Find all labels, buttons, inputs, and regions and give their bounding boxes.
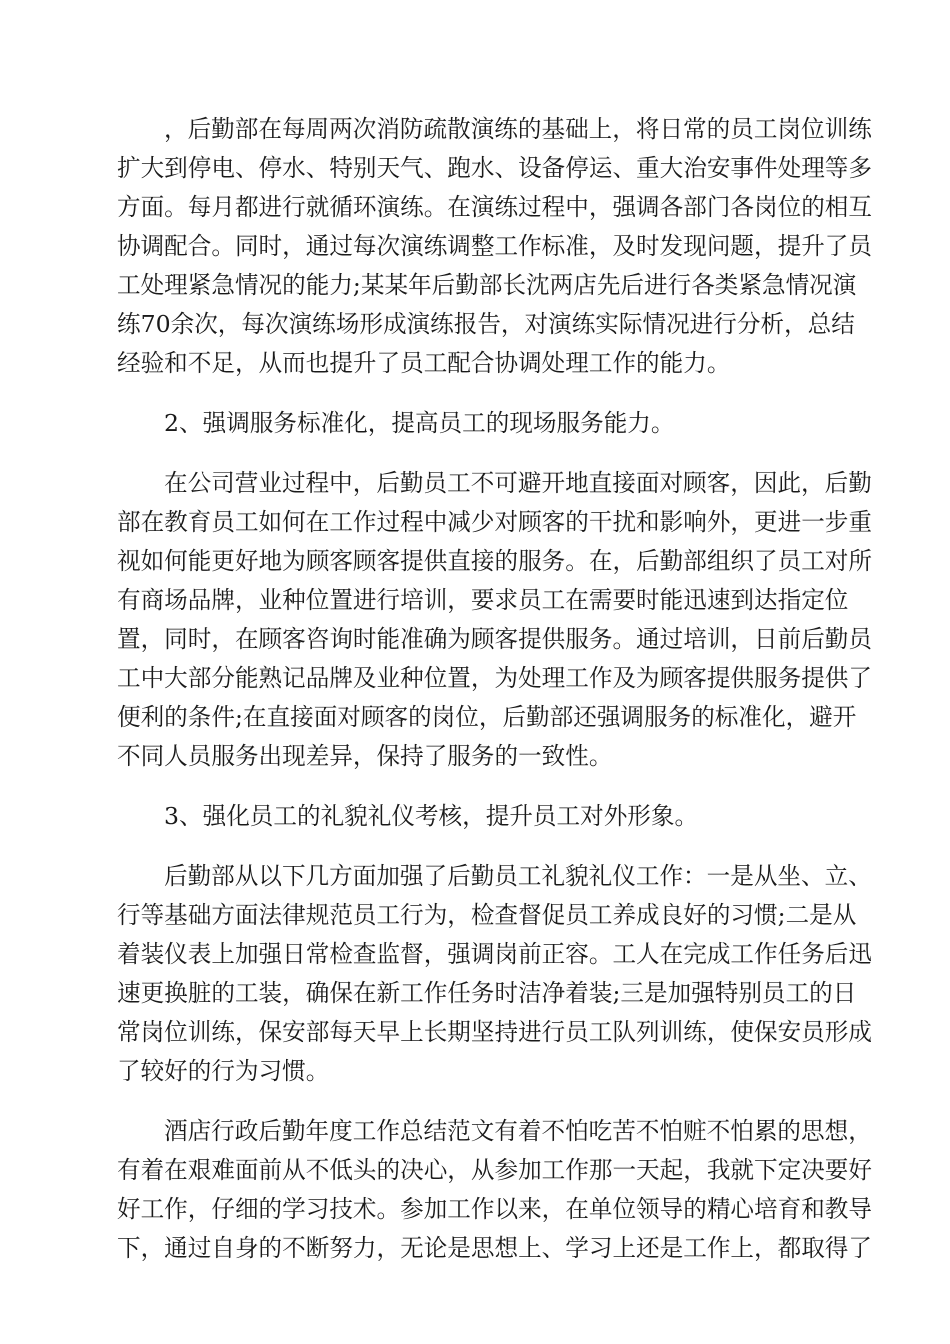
text-line: 在公司营业过程中，后勤员工不可避开地直接面对顾客，因此，后勤: [164, 469, 872, 497]
paragraph-drill-training: [117, 110, 872, 383]
text-line: 不同人员服务出现差异，保持了服务的一致性。: [117, 742, 613, 770]
paragraph-annual-summary: [117, 1112, 872, 1268]
text-line: 好工作，仔细的学习技术。参加工作以来，在单位领导的精心培育和教导: [117, 1195, 872, 1223]
text-line: 扩大到停电、停水、特别天气、跑水、设备停运、重大治安事件处理等多: [117, 154, 872, 182]
text-line: 工中大部分能熟记品牌及业种位置，为处理工作及为顾客提供服务提供了: [117, 664, 872, 692]
text-line: 行等基础方面法律规范员工行为，检查督促员工养成良好的习惯;二是从: [117, 901, 857, 929]
heading-etiquette: [117, 797, 831, 836]
text-line: 视如何能更好地为顾客顾客提供直接的服务。在，后勤部组织了员工对所: [117, 547, 872, 575]
heading-service-standardization: [117, 404, 831, 443]
text-line: 着装仪表上加强日常检查监督，强调岗前正容。工人在完成工作任务后迅: [117, 940, 872, 968]
section-heading: 3、强化员工的礼貌礼仪考核，提升员工对外形象。: [164, 802, 699, 830]
text-line: 常岗位训练，保安部每天早上长期坚持进行员工队列训练，使保安员形成: [117, 1018, 872, 1046]
text-line: 方面。每月都进行就循环演练。在演练过程中，强调各部门各岗位的相互: [117, 193, 872, 221]
text-line: 经验和不足，从而也提升了员工配合协调处理工作的能力。: [117, 349, 731, 377]
paragraph-etiquette-work: [117, 857, 872, 1091]
text-line: 协调配合。同时，通过每次演练调整工作标准，及时发现问题，提升了员: [117, 232, 872, 260]
text-line: 速更换脏的工装，确保在新工作任务时洁净着装;三是加强特别员工的日: [117, 979, 857, 1007]
body-text: [117, 110, 872, 1268]
text-line: 便利的条件;在直接面对顾客的岗位，后勤部还强调服务的标准化，避开: [117, 703, 857, 731]
text-line: 有商场品牌，业种位置进行培训，要求员工在需要时能迅速到达指定位: [117, 586, 849, 614]
text-line: 练70余次，每次演练场形成演练报告，对演练实际情况进行分析，总结: [117, 310, 855, 338]
text-line: 工处理紧急情况的能力;某某年后勤部长沈两店先后进行各类紧急情况演: [117, 271, 857, 299]
text-line: ，后勤部在每周两次消防疏散演练的基础上，将日常的员工岗位训练: [164, 115, 872, 143]
text-line: 后勤部从以下几方面加强了后勤员工礼貌礼仪工作：一是从坐、立、: [164, 862, 872, 890]
text-line: 酒店行政后勤年度工作总结范文有着不怕吃苦不怕赃不怕累的思想，: [164, 1117, 872, 1145]
text-line: 下，通过自身的不断努力，无论是思想上、学习上还是工作上，都取得了: [117, 1234, 872, 1262]
text-line: 部在教育员工如何在工作过程中减少对顾客的干扰和影响外，更进一步重: [117, 508, 872, 536]
text-line: 有着在艰难面前从不低头的决心，从参加工作那一天起，我就下定决要好: [117, 1156, 872, 1184]
section-heading: 2、强调服务标准化，提高员工的现场服务能力。: [164, 409, 675, 437]
text-line: 了较好的行为习惯。: [117, 1057, 330, 1085]
paragraph-customer-service: [117, 464, 872, 776]
text-line: 置，同时，在顾客咨询时能准确为顾客提供服务。通过培训，日前后勤员: [117, 625, 872, 653]
